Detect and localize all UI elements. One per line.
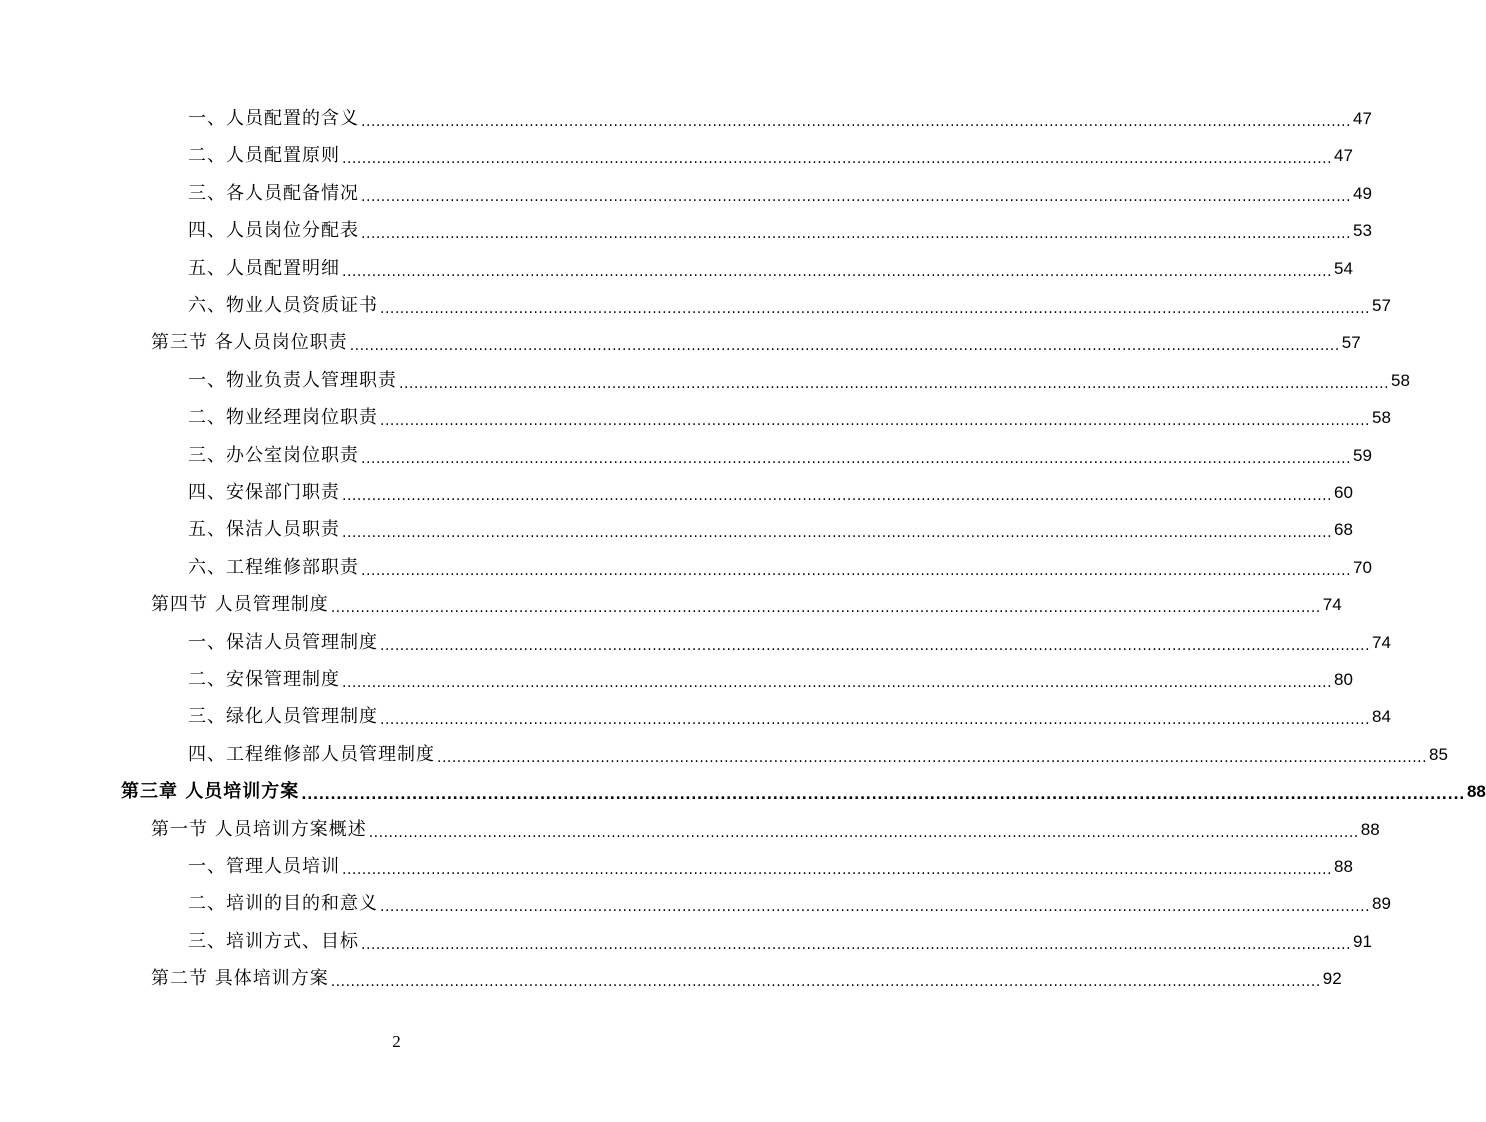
toc-dot-leader: ........................................................................................................................................................................................................ [361,562,1352,579]
toc-entry-page: 80 [1334,670,1353,689]
toc-entry-page: 49 [1353,183,1372,203]
toc-entry-page: 60 [1334,483,1353,502]
toc-dot-leader: ........................................................................................................................................................................................................ [361,114,1352,130]
toc-entry[interactable] [188,853,1353,881]
toc-dot-leader: ........................................................................................................................................................................................................ [330,600,1321,617]
toc-entry[interactable] [151,591,1342,619]
toc-entry-page: 57 [1341,333,1361,353]
toc-entry-title: 一、人员配置的含义 [188,108,359,129]
toc-entry[interactable] [188,255,1353,283]
toc-entry-title: 二、人员配置原则 [188,145,340,167]
toc-entry-page: 88 [1466,782,1486,802]
toc-entry-page: 88 [1334,857,1353,876]
toc-entry-title: 四、工程维修部人员管理制度 [188,743,435,765]
toc-dot-leader: ........................................................................................................................................................................................................ [380,712,1371,729]
page-number: 2 [392,1032,401,1051]
toc-dot-leader: ........................................................................................................................................................................................................ [330,974,1321,991]
toc-entry-page: 47 [1353,109,1372,128]
toc-entry-page: 74 [1322,595,1342,615]
toc-entry-title: 六、物业人员资质证书 [188,295,378,316]
toc-entry[interactable] [151,816,1380,844]
toc-dot-leader: ........................................................................................................................................................................................................ [301,787,1465,804]
toc-entry-title: 第一节 人员培训方案概述 [151,818,367,840]
toc-entry-title: 三、各人员配备情况 [188,182,359,204]
toc-entry[interactable] [188,928,1372,956]
toc-dot-leader: ........................................................................................................................................................................................................ [342,488,1333,504]
toc-dot-leader: ........................................................................................................................................................................................................ [380,899,1371,916]
toc-entry-page: 70 [1353,557,1372,577]
toc-entry-title: 一、管理人员培训 [188,856,340,877]
toc-entry[interactable] [151,329,1361,357]
toc-entry-page: 88 [1360,819,1380,839]
toc-entry-page: 58 [1391,370,1410,390]
toc-entry-title: 第三节 各人员岗位职责 [151,332,348,354]
toc-entry[interactable] [188,703,1391,731]
toc-entry-page: 92 [1322,969,1342,989]
toc-entry[interactable] [188,404,1391,432]
toc-entry[interactable] [188,180,1372,208]
toc-entry[interactable] [188,666,1353,694]
toc-entry-title: 四、人员岗位分配表 [188,220,359,242]
toc-entry-page: 53 [1353,221,1372,241]
toc-entry-title: 第三章 人员培训方案 [121,781,300,803]
toc-dot-leader: ........................................................................................................................................................................................................ [342,263,1333,280]
toc-entry-page: 58 [1372,408,1391,428]
toc-dot-leader: ........................................................................................................................................................................................................ [368,824,1359,841]
toc-entry-title: 第四节 人员管理制度 [151,594,329,616]
toc-entry-page: 68 [1334,520,1353,540]
toc-dot-leader: ........................................................................................................................................................................................................ [342,675,1333,691]
toc-dot-leader: ........................................................................................................................................................................................................ [349,338,1340,355]
toc-entry-title: 三、办公室岗位职责 [188,444,359,466]
toc-entry-page: 59 [1353,445,1372,465]
toc-dot-leader: ........................................................................................................................................................................................................ [342,525,1333,542]
toc-entry-page: 91 [1353,931,1372,951]
toc-entry[interactable] [188,741,1448,769]
toc-entry-title: 三、培训方式、目标 [188,930,359,952]
toc-entry[interactable] [188,142,1353,170]
toc-entry-title: 二、培训的目的和意义 [188,893,378,915]
toc-dot-leader: ........................................................................................................................................................................................................ [361,188,1352,205]
toc-dot-leader: ........................................................................................................................................................................................................ [380,637,1371,654]
toc-entry[interactable] [188,554,1372,582]
toc-entry-page: 57 [1372,296,1391,315]
toc-dot-leader: ........................................................................................................................................................................................................ [380,301,1371,317]
toc-entry[interactable] [188,367,1410,395]
toc-entry[interactable] [188,479,1353,507]
toc-entry-title: 五、保洁人员职责 [188,519,340,541]
toc-entry[interactable] [188,292,1391,320]
toc-entry-title: 二、安保管理制度 [188,669,340,690]
toc-entry-page: 84 [1372,707,1391,727]
toc-entry-title: 第二节 具体培训方案 [151,968,329,990]
toc-entry[interactable] [121,778,1486,806]
toc-dot-leader: ........................................................................................................................................................................................................ [342,862,1333,878]
toc-entry[interactable] [188,516,1353,544]
toc-entry-page: 47 [1334,146,1353,166]
toc-entry[interactable] [151,965,1342,993]
toc-dot-leader: ........................................................................................................................................................................................................ [399,375,1390,392]
toc-dot-leader: ........................................................................................................................................................................................................ [361,226,1352,243]
toc-entry-title: 四、安保部门职责 [188,482,340,503]
toc-entry-page: 74 [1372,632,1391,652]
toc-entry[interactable] [188,105,1372,133]
toc-entry-title: 五、人员配置明细 [188,257,340,279]
toc-entry-page: 85 [1429,744,1448,764]
toc-dot-leader: ........................................................................................................................................................................................................ [437,749,1428,766]
toc-entry-title: 一、保洁人员管理制度 [188,631,378,653]
toc-entry[interactable] [188,217,1372,245]
toc-entry-page: 89 [1372,894,1391,914]
toc-dot-leader: ........................................................................................................................................................................................................ [361,450,1352,467]
toc-entry-title: 一、物业负责人管理职责 [188,369,397,391]
toc-entry[interactable] [188,629,1391,657]
toc-dot-leader: ........................................................................................................................................................................................................ [361,936,1352,953]
toc-dot-leader: ........................................................................................................................................................................................................ [380,413,1371,430]
toc-entry[interactable] [188,442,1372,470]
toc-entry-title: 三、绿化人员管理制度 [188,706,378,728]
toc-entry-page: 54 [1334,258,1353,278]
toc-entry[interactable] [188,890,1391,918]
toc-dot-leader: ........................................................................................................................................................................................................ [342,151,1333,168]
toc-entry-title: 六、工程维修部职责 [188,556,359,578]
toc-entry-title: 二、物业经理岗位职责 [188,407,378,429]
